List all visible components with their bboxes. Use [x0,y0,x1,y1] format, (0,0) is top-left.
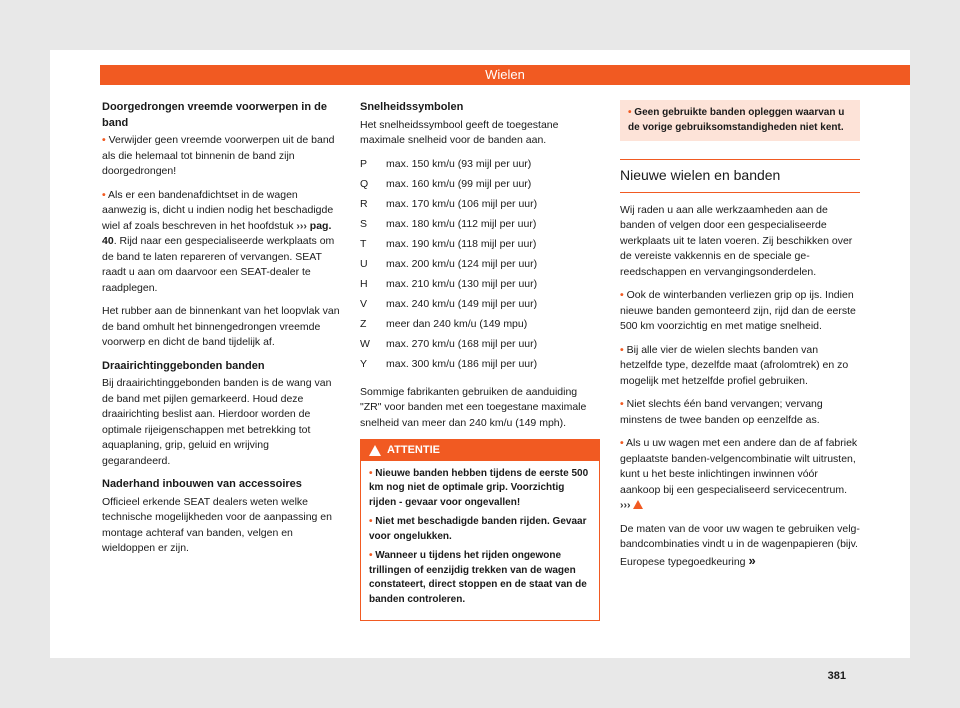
bullet-icon: • [369,550,373,561]
bullet-icon: • [620,398,624,410]
warning-text: Nieuwe banden hebben tijdens de eerste 500 km nog niet de optimale grip. Voorzichtig rijden - gevaar voor ongevallen! [369,467,589,508]
speed-symbol-table [360,157,600,377]
column-left [102,100,340,565]
heading-speed-symbols: Snelheidssymbolen [360,101,464,113]
speed-value: max. 190 km/u (118 mijl per uur) [386,237,537,250]
page-reference-link[interactable]: pag. 40 [102,219,332,247]
speed-symbol: S [360,217,368,230]
bullet-icon: • [369,516,373,527]
speed-symbol: T [360,237,367,250]
speed-symbol: P [360,157,368,170]
speed-row [360,257,600,277]
speed-symbol: H [360,277,368,290]
bullet-text: Ook de winterbanden verliezen grip op ijs. Indien nieuwe banden gemonteerd zijn, rijd dan de eerste 500 km voorzichtig en met matige snelheid. [620,289,856,332]
bullet-text: Als er een bandenafdichtset in de wagen aanwezig is, dicht u indien nodig het beschadigde wiel af zoals beschreven in het hoofdstuk [102,188,334,232]
paragraph: Bij draairichtinggebonden banden is de wang van de band met pijlen gemarkeerd. Houd deze draairichting beslist aan. Hierdoor worden de optimale rijeigenschappen met betrekking tot aquaplaning, grip, geluid en wrijving gegarandeerd. [102,377,332,467]
speed-value: max. 200 km/u (124 mijl per uur) [386,257,538,270]
speed-row [360,357,600,377]
speed-symbol: W [360,337,370,350]
warning-item [369,515,591,544]
bullet-icon: • [620,343,624,356]
warning-triangle-icon [633,500,643,509]
cross-reference-arrows: ››› [296,219,307,232]
paragraph-text: De maten van de voor uw wagen te gebruiken velg-bandcombinaties vindt u in de wagenpapieren (bijv. Europese typegoedkeuring [620,522,860,568]
paragraph: Wij raden u aan alle werkzaamheden aan de banden of velgen door een gespecialiseerde werkplaats uit te laten voeren. Zij beschikken over de vereiste vakkennis en de speciale gereedschappen en vervangingsonderdelen. [620,203,853,278]
warning-text: Niet met beschadigde banden rijden. Gevaar voor ongelukken. [369,516,587,542]
paragraph: Het snelheidssymbool geeft de toegestane maximale snelheid voor de banden aan. [360,118,559,146]
bullet-icon: • [628,107,632,118]
bullet-text: Verwijder geen vreemde voorwerpen uit de band als die helemaal tot binnenin de band zijn doorgedrongen! [102,134,335,177]
bullet-icon: • [369,467,373,479]
warning-item [369,549,591,607]
column-right [620,100,860,578]
speed-value: max. 210 km/u (130 mijl per uur) [386,277,538,290]
paragraph: Sommige fabrikanten gebruiken de aanduiding "ZR" voor banden met een toegestane maximale snelheid van meer dan 240 km/u (149 mph). [360,385,587,429]
speed-row [360,337,600,357]
heading-foreign-objects: Doorgedrongen vreemde voorwerpen in de band [102,101,327,129]
note-box [620,100,860,141]
speed-row [360,277,600,297]
paragraph: Officieel erkende SEAT dealers weten welke technische mogelijkheden voor de aanpassing en montage achteraf van banden, velgen en wieldoppen er zijn. [102,495,332,554]
page-number: 381 [827,670,846,682]
speed-row [360,317,600,337]
speed-value: max. 160 km/u (99 mijl per uur) [386,177,532,190]
warning-header [361,440,599,461]
speed-value: max. 180 km/u (112 mijl per uur) [386,217,537,230]
column-middle [360,100,600,621]
bullet-item [620,288,860,335]
speed-row [360,217,600,237]
speed-row [360,297,600,317]
warning-triangle-icon [369,445,381,456]
speed-symbol: R [360,197,368,210]
speed-row [360,237,600,257]
speed-value: max. 240 km/u (149 mijl per uur) [386,297,538,310]
bullet-icon: • [620,437,624,449]
bullet-text: Bij alle vier de wielen slechts banden van hetzelfde type, dezelfde maat (afrolomtrek) en zo mogelijk met hetzelfde profiel gebruiken. [620,343,849,387]
bullet-item [102,188,340,297]
bullet-icon: • [620,289,624,301]
speed-value: max. 300 km/u (186 mijl per uur) [386,357,538,370]
bullet-icon: • [102,188,106,201]
speed-row [360,157,600,177]
bullet-item [620,436,860,514]
speed-symbol: Q [360,177,369,190]
warning-text: Wanneer u tijdens het rijden ongewone trillingen of eenzijdig trekken van de wagen constateert, direct stoppen en de staat van de banden controleren. [369,550,587,605]
speed-row [360,177,600,197]
continue-arrow-icon: » [748,552,756,568]
bullet-item [620,343,860,390]
speed-value: max. 150 km/u (93 mijl per uur) [386,157,532,170]
bullet-text: . Rijd naar een gespecialiseerde werkplaats om de band te laten repareren of vervangen. SEAT raadt u aan om daarvoor een SEAT-dealer te raadplegen. [102,235,335,294]
speed-row [360,197,600,217]
note-text: Geen gebruikte banden opleggen waarvan u de vorige gebruiksomstandigheden niet kent. [628,107,845,133]
bullet-item [102,133,340,180]
speed-value: max. 270 km/u (168 mijl per uur) [386,337,538,350]
heading-directional-tyres: Draairichtinggebonden banden [102,359,265,372]
section-title: Nieuwe wielen en banden [620,159,860,193]
chapter-header: Wielen [100,65,910,85]
warning-item [369,467,591,511]
speed-symbol: Y [360,357,368,370]
cross-reference-arrows[interactable]: ››› [620,499,631,511]
heading-accessories: Naderhand inbouwen van accessoires [102,478,302,490]
bullet-icon: • [102,134,106,146]
warning-box [360,439,600,621]
speed-symbol: V [360,297,368,310]
bullet-text: Als u uw wagen met een andere dan de af fabriek geplaatste banden-velgencombinatie wilt uitrusten, kunt u het beste inlichtingen inwinnen vóór aankoop bij een gespecialiseerd servicecentrum. [620,437,858,496]
speed-symbol: U [360,257,368,270]
speed-symbol: Z [360,317,367,330]
paragraph: Het rubber aan de binnenkant van het loopvlak van de band omhult het binnengedrongen vreemde voorwerp en dicht de band tijdelijk af. [102,305,340,348]
bullet-text: Niet slechts één band vervangen; vervang minstens de twee banden op eenzelfde as. [620,398,823,426]
speed-value: max. 170 km/u (106 mijl per uur) [386,197,538,210]
paragraph [620,522,860,571]
speed-value: meer dan 240 km/u (149 mpu) [386,317,528,330]
page [50,50,910,682]
warning-title: ATTENTIE [387,444,440,456]
bullet-item [620,397,860,428]
